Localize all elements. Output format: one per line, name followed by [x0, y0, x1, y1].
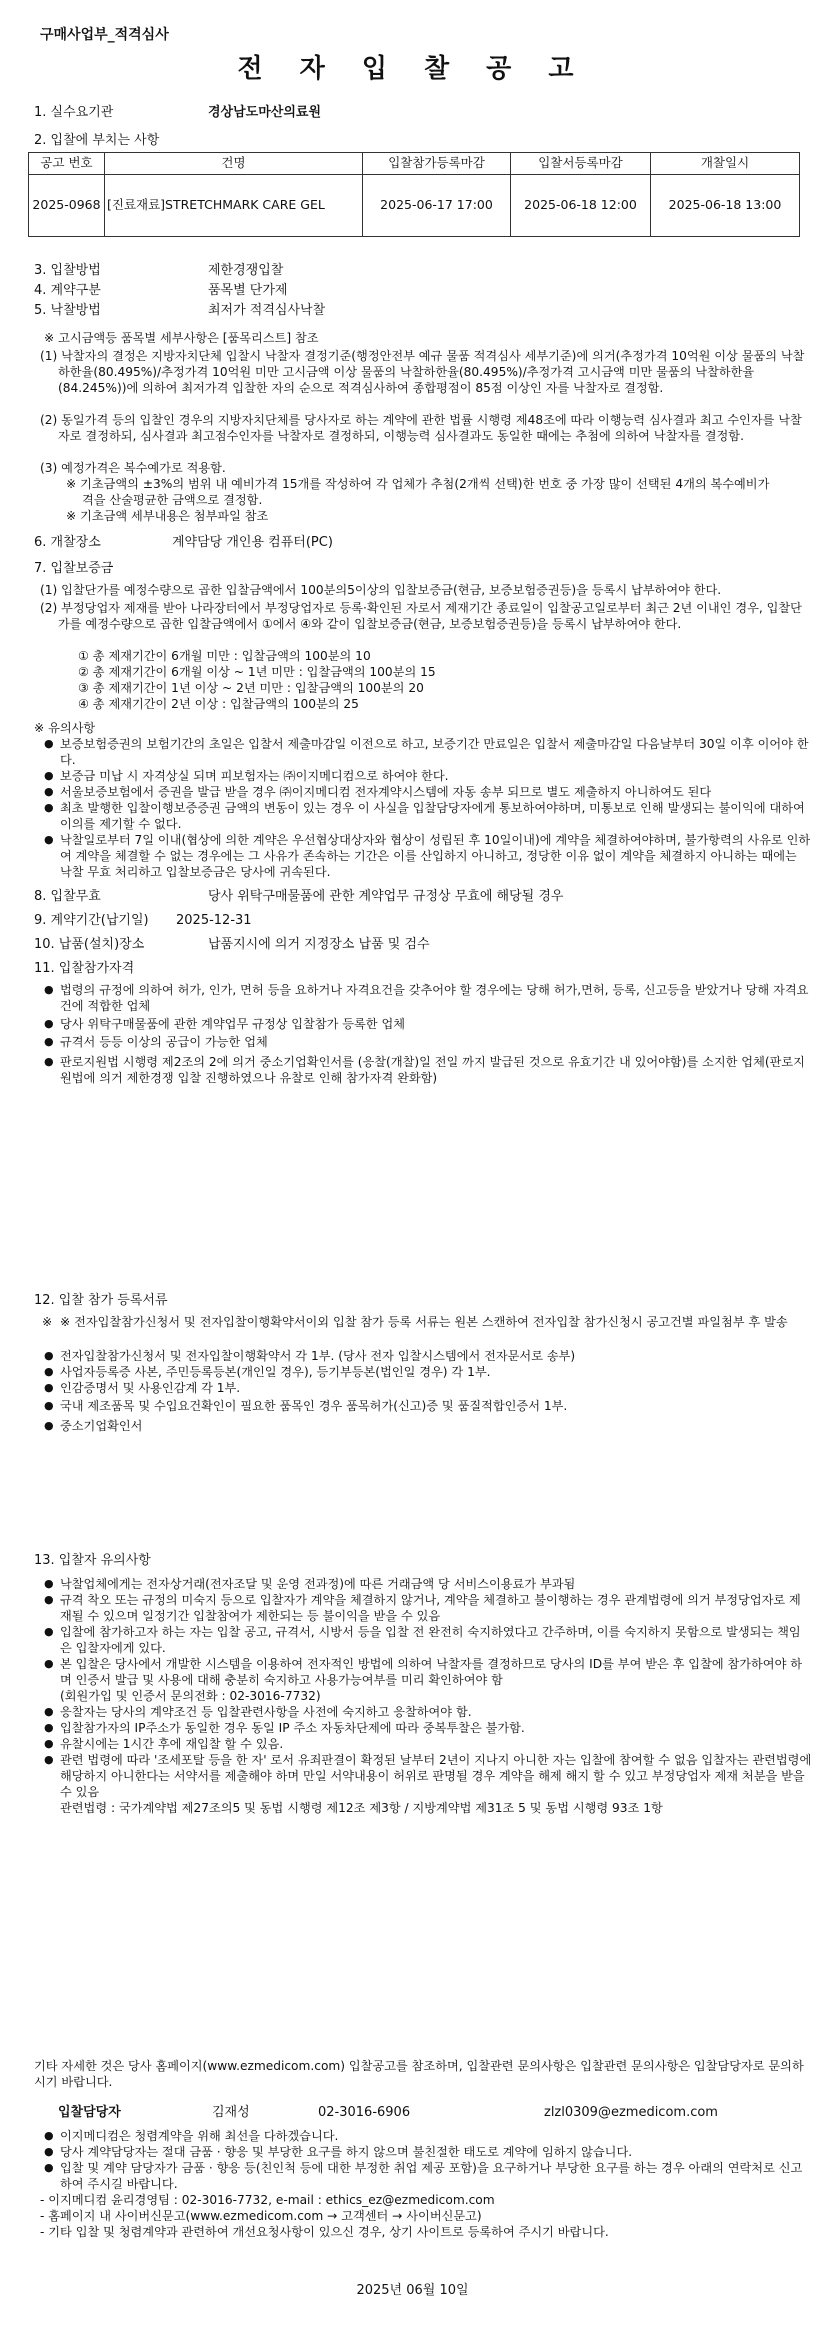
bidder-note-2: ● 규격 착오 또는 규정의 미숙지 등으로 입찰자가 계약을 체결하지 않거나, 계약을 체결하고 불이행하는 경우 관계법령에 의거 부정당업자로 제재될 수 있으며 일정기간 입찰참여가 제한되는 등 불이익을 받을 수 있음	[42, 1592, 812, 1624]
section-5-value: 최저가 적격심사낙찰	[208, 303, 326, 318]
section-7-para-1: (1) 입찰단가를 예정수량으로 곱한 입찰금액에서 100분의5이상의 입찰보증금(현금, 보증보험증권등)을 등록시 납부하여야 한다.	[40, 583, 722, 597]
section-6-value: 계약담당 개인용 컴퓨터(PC)	[172, 535, 333, 550]
section-5-note-2: (2) 동일가격 등의 입찰인 경우의 지방자치단체를 당사자로 하는 계약에 관한 법률 시행령 제48조에 따라 이행능력 심사결과 최고 수인자를 낙찰자로 결정하되, 심사결과 최고점수인자를 낙찰자로 결정하되, 이행능력 심사결과도 동일한 때에는 추첨에 의하여 낙찰자를 결정함.	[40, 413, 802, 443]
section-12	[34, 1292, 168, 1310]
bidder-note-8-law: 관련법령 : 국가계약법 제27조의5 및 동법 시행령 제12조 제3항 / 지방계약법 제31조 5 및 동법 시행령 93조 1항	[60, 1801, 663, 1815]
section-13-label: 13. 입찰자 유의사항	[34, 1553, 151, 1568]
bidder-note-8: ● 관련 법령에 따라 '조세포탈 등을 한 자' 로서 유죄판결이 확정된 날부터 2년이 지나지 아니한 자는 입찰에 참여할 수 없음 입찰자는 관련법령에 해당하지 아니한다는 서약서를 제출해야 하며 만일 서약내용이 허위로 판명될 경우 계약을 해제 해지 할 수 있고 부정당업자 제재 처분을 받을 수 있음	[42, 1752, 812, 1800]
ethics-line-3: - 기타 입찰 및 청렴계약과 관련하여 개선요청사항이 있으신 경우, 상기 사이트로 등록하여 주시기 바랍니다.	[40, 2225, 609, 2239]
caution-item-3: ● 서울보증보험에서 증권을 발급 받을 경우 ㈜이지메디컴 전자계약시스템에 자동 송부 되므로 별도 제출하지 아니하여도 된다	[42, 784, 812, 800]
section-5-note-3a: ※ 기초금액의 ±3%의 범위 내 예비가격 15개를 작성하여 각 업체가 추첨(2개씩 선택)한 번호 중 가장 많이 선택된 4개의 복수예비가격을 산술평균한 금액으로 결정함.	[66, 477, 770, 507]
section-7-para-2: (2) 부정당업자 제재를 받아 나라장터에서 부정당업자로 등록·확인된 자로서 제재기간 종료일이 입찰공고일로부터 최근 2년 이내인 경우, 입찰단가를 예정수량으로 곱한 입찰금액에서 ①에서 ④와 같이 입찰보증금(현금, 보증보험증권등)을 등록시 납부하여야 한다.	[40, 601, 802, 631]
section-1	[34, 104, 321, 122]
col-header-notice-no: 공고 번호	[29, 153, 105, 175]
section-3	[34, 262, 283, 280]
section-8-value: 당사 위탁구매물품에 관한 계약업무 규정상 무효에 해당될 경우	[208, 889, 564, 904]
contact-email: zlzl0309@ezmedicom.com	[544, 2105, 718, 2120]
cell-opening: 2025-06-18 13:00	[651, 175, 800, 237]
document-item-1: ● 전자입찰참가신청서 및 전자입찰이행확약서 각 1부. (당사 전자 입찰시스템에서 전자문서로 송부)	[42, 1348, 812, 1364]
qualification-item-2: ● 당사 위탁구매물품에 관한 계약업무 규정상 입찰참가 등록한 업체	[42, 1016, 812, 1032]
contact-name: 김재성	[212, 2105, 250, 2120]
ethics-item-3: ● 입찰 및 계약 담당자가 금품 · 향응 등(친인척 등에 대한 부정한 취업 제공 포함)을 요구하거나 부당한 요구를 하는 경우 아래의 연락처로 신고하여 주시길 바랍니다.	[42, 2160, 812, 2192]
ethics-item-1: ● 이지메디컴은 청렴계약을 위해 최선을 다하겠습니다.	[42, 2128, 812, 2144]
section-9-label: 9. 계약기간(납기일)	[34, 913, 149, 928]
department-label: 구매사업부_적격심사	[40, 27, 169, 43]
contact-phone: 02-3016-6906	[318, 2105, 411, 2120]
cell-bid-deadline: 2025-06-18 12:00	[511, 175, 651, 237]
section-9-value: 2025-12-31	[176, 913, 252, 928]
qualification-item-1: ● 법령의 규정에 의하여 허가, 인가, 면허 등을 요하거나 자격요건을 갖추어야 할 경우에는 당해 허가,면허, 등록, 신고등을 받았거나 당해 자격요건에 적합한 업체	[42, 982, 812, 1014]
section-4	[34, 282, 287, 300]
section-5-note-1: (1) 낙찰자의 결정은 지방자치단체 입찰시 낙찰자 결정기준(행정안전부 예규 물품 적격심사 세부기준)에 의거(추정가격 10억원 이상 물품의 낙찰하한율(80.495%)/추정가격 10억원 미만 고시금액 이상 물품의 낙찰하한율(80.495%)/추정가격 고시금액 미만 물품의 낙찰하한율(84.245%))에 의하여 최저가격 입찰한 자의 순으로 적격심사하여 종합평점이 85점 이상인 자를 낙찰자로 결정함.	[40, 349, 805, 395]
bid-table-header-row	[29, 153, 800, 175]
document-item-5: ● 중소기업확인서	[42, 1418, 812, 1434]
bidder-note-5: ● 응찰자는 당사의 계약조건 등 입찰관련사항을 사전에 숙지하고 응찰하여야 함.	[42, 1704, 812, 1720]
col-header-item-name: 건명	[105, 153, 363, 175]
caution-item-4: ● 최초 발행한 입찰이행보증증권 금액의 변동이 있는 경우 이 사실을 입찰담당자에게 통보하여야하며, 미통보로 인해 발생되는 불이익에 대하여 이의를 제기할 수 없다.	[42, 800, 812, 832]
section-6-label: 6. 개찰장소	[34, 535, 101, 550]
ethics-item-2: ● 당사 계약담당자는 절대 금품 · 향응 및 부당한 요구를 하지 않으며 불친절한 태도로 계약에 임하지 않습니다.	[42, 2144, 812, 2160]
section-10	[34, 936, 430, 954]
cell-item-name: [진료재료]STRETCHMARK CARE GEL	[105, 175, 363, 237]
bidder-note-4-contact: (회원가입 및 인증서 문의전화 : 02-3016-7732)	[60, 1689, 321, 1703]
document-item-3: ● 인감증명서 및 사용인감계 각 1부.	[42, 1380, 812, 1396]
section-3-label: 3. 입찰방법	[34, 263, 101, 278]
footer-info: 기타 자세한 것은 당사 홈페이지(www.ezmedicom.com) 입찰공고를 참조하며, 입찰관련 문의사항은 입찰관련 문의사항은 입찰담당자로 문의하시기 바랍니다.	[34, 2059, 804, 2089]
section-7-label: 7. 입찰보증금	[34, 561, 114, 576]
document-item-2: ● 사업자등록증 사본, 주민등록등본(개인일 경우), 등기부등본(법인일 경우) 각 1부.	[42, 1364, 812, 1380]
bid-table	[28, 152, 800, 237]
cell-reg-deadline: 2025-06-17 17:00	[363, 175, 511, 237]
section-10-value: 납품지시에 의거 지정장소 납품 및 검수	[208, 937, 430, 952]
section-4-value: 품목별 단가제	[208, 283, 288, 298]
ethics-line-2: - 홈페이지 내 사이버신문고(www.ezmedicom.com → 고객센터 → 사이버신문고)	[40, 2209, 482, 2223]
cell-notice-no: 2025-0968	[29, 175, 105, 237]
section-4-label: 4. 계약구분	[34, 283, 101, 298]
section-5-note-3: (3) 예정가격은 복수예가로 적용함.	[40, 461, 226, 475]
section-12-label: 12. 입찰 참가 등록서류	[34, 1293, 168, 1308]
qualification-item-4: ● 판로지원법 시행령 제2조의 2에 의거 중소기업확인서를 (응찰(개찰)일 전일 까지 발급된 것으로 유효기간 내 있어야함)를 소지한 업체(판로지원법에 의거 제한경쟁 입찰 진행하였으나 유찰로 인해 참가자격 완화함)	[42, 1054, 812, 1086]
table-row	[29, 175, 800, 237]
col-header-opening: 개찰일시	[651, 153, 800, 175]
list-item: ① 총 제재기간이 6개월 미만 : 입찰금액의 100분의 10	[78, 649, 371, 663]
section-5-note-head: ※ 고시금액등 품목별 세부사항은 [품목리스트] 참조	[44, 331, 319, 345]
list-item: ③ 총 제재기간이 1년 이상 ~ 2년 미만 : 입찰금액의 100분의 20	[78, 681, 424, 695]
document-item-4: ● 국내 제조품목 및 수입요건확인이 필요한 품목인 경우 품목허가(신고)증 및 품질적합인증서 1부.	[42, 1398, 812, 1414]
section-5-label: 5. 낙찰방법	[34, 303, 101, 318]
section-5-note-3b: ※ 기초금액 세부내용은 첨부파일 참조	[66, 509, 269, 523]
section-2	[34, 132, 159, 150]
page-title: 전 자 입 찰 공 고	[237, 54, 588, 84]
col-header-reg-deadline: 입찰참가등록마감	[363, 153, 511, 175]
section-2-label: 2. 입찰에 부치는 사항	[34, 133, 160, 148]
caution-item-5: ● 낙찰일로부터 7일 이내(협상에 의한 계약은 우선협상대상자와 협상이 성립된 후 10일이내)에 계약을 체결하여야하며, 불가항력의 사유로 인하여 계약을 체결할 수 없는 경우에는 그 사유가 존속하는 기간은 이를 산입하지 아니하고, 정당한 이유 없이 계약을 체결하지 아니하는 때에는 낙찰 무효 처리하고 입찰보증금은 당사에 귀속된다.	[42, 832, 812, 880]
caution-head: ※ 유의사항	[34, 721, 96, 735]
section-11-label: 11. 입찰참가자격	[34, 961, 135, 976]
section-5	[34, 302, 325, 320]
col-header-bid-deadline: 입찰서등록마감	[511, 153, 651, 175]
contact-label: 입찰담당자	[58, 2105, 121, 2120]
section-8	[34, 888, 563, 906]
section-12-note: ※ ※ 전자입찰참가신청서 및 전자입찰이행확약서이외 입찰 참가 등록 서류는 원본 스캔하여 전자입찰 참가신청시 공고건별 파일첨부 후 발송	[42, 1314, 812, 1330]
bidder-note-1: ● 낙찰업체에게는 전자상거래(전자조달 및 운영 전과정)에 따른 거래금액 당 서비스이용료가 부과됨	[42, 1576, 812, 1592]
list-item: ② 총 제재기간이 6개월 이상 ~ 1년 미만 : 입찰금액의 100분의 15	[78, 665, 436, 679]
section-1-label: 1. 실수요기관	[34, 105, 114, 120]
section-6	[34, 534, 333, 552]
section-13	[34, 1552, 151, 1570]
section-8-label: 8. 입찰무효	[34, 889, 101, 904]
ethics-line-1: - 이지메디컴 윤리경영팀 : 02-3016-7732, e-mail : ethics_ez@ezmedicom.com	[40, 2193, 495, 2207]
section-3-value: 제한경쟁입찰	[208, 263, 284, 278]
qualification-item-3: ● 규격서 등등 이상의 공급이 가능한 업체	[42, 1034, 812, 1050]
bidder-note-6: ● 입찰참가자의 IP주소가 동일한 경우 동일 IP 주소 자동차단제에 따라 중복투찰은 불가함.	[42, 1720, 812, 1736]
list-item: ④ 총 제재기간이 2년 이상 : 입찰금액의 100분의 25	[78, 697, 359, 711]
bidder-note-7: ● 유찰시에는 1시간 후에 재입찰 할 수 있음.	[42, 1736, 812, 1752]
notice-date: 2025년 06월 10일	[356, 2283, 469, 2298]
section-10-label: 10. 납품(설치)장소	[34, 937, 145, 952]
bidder-note-4: ● 본 입찰은 당사에서 개발한 시스템을 이용하여 전자적인 방법에 의하여 낙찰자를 결정하므로 당사의 ID를 부여 받은 후 입찰에 참가하여야 하며 인증서 발급 및 사용에 대해 충분히 숙지하고 사용가능여부를 미리 확인하여야 함	[42, 1656, 812, 1688]
section-11	[34, 960, 134, 978]
section-1-value: 경상남도마산의료원	[208, 105, 322, 120]
contact-row	[58, 2104, 718, 2122]
section-7	[34, 560, 113, 578]
caution-item-1: ● 보증보험증권의 보험기간의 초일은 입찰서 제출마감일 이전으로 하고, 보증기간 만료일은 입찰서 제출마감일 다음날부터 30일 이후 이어야 한다.	[42, 736, 812, 768]
bidder-note-3: ● 입찰에 참가하고자 하는 자는 입찰 공고, 규격서, 시방서 등을 입찰 전 완전히 숙지하였다고 간주하며, 이를 숙지하지 못함으로 발생되는 책임은 입찰자에게 있다.	[42, 1624, 812, 1656]
caution-item-2: ● 보증금 미납 시 자격상실 되며 피보험자는 ㈜이지메디컴으로 하여야 한다.	[42, 768, 812, 784]
section-9	[34, 912, 252, 930]
